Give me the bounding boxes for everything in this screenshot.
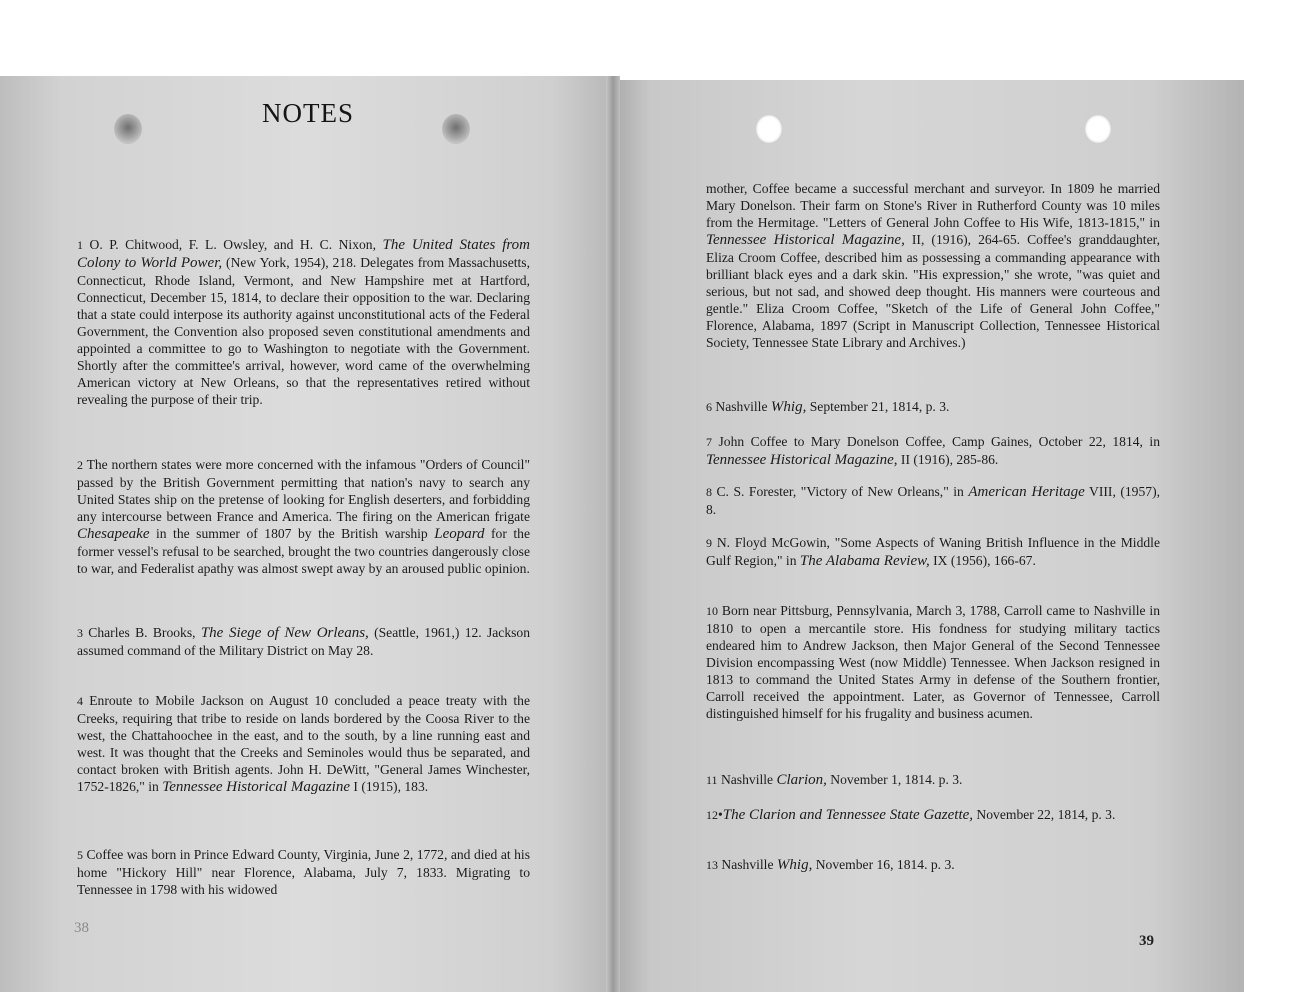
note-1: 1 O. P. Chitwood, F. L. Owsley, and H. C. Nixon, The United States from Colony to World Power, (New York, 1954), 218. Delegates from Massachusetts, Connecticut, Rhode Island, Vermont, and New Hampshire met at Hartford, Connecticut, December 15, 1814, to declare their opposition to the war. Declaring that a state could interpose its authority against unconstitutional acts of the Federal Government, the Convention also proposed seven constitutional amendments and appointed a committee to go to Washington to negotiate with the Government. Shortly after the committee's arrival, however, word came of the overwhelming American victory at New Orleans, so that the representatives retired without revealing the purpose of their trip. bbox=[77, 237, 530, 407]
note-2: 2 The northern states were more concerned with the infamous "Orders of Council" passed by the British Government permitting that nation's navy to search any United States ship on the pretense of looking for English deserters, and forbidding any intercourse between France and America. The firing on the American frigate Chesapeake in the summer of 1807 by the British warship Leopard for the former vessel's refusal to be searched, brought the two countries dangerously close to war, and Federalist apathy was almost swept away by an aroused public opinion. bbox=[77, 457, 530, 576]
note-13: 13 Nashville Whig, November 16, 1814. p. 3. bbox=[706, 857, 955, 873]
page-number-left: 38 bbox=[74, 920, 89, 936]
punch-hole-icon bbox=[442, 114, 470, 144]
note-3: 3 Charles B. Brooks, The Siege of New Orleans, (Seattle, 1961,) 12. Jackson assumed command of the Military District on May 28. bbox=[77, 625, 531, 658]
punch-hole-icon bbox=[1084, 114, 1112, 144]
book-gutter bbox=[606, 76, 620, 992]
note-11: 11 Nashville Clarion, November 1, 1814. p. 3. bbox=[706, 772, 963, 788]
punch-hole-icon bbox=[114, 114, 142, 144]
note-12: 12•The Clarion and Tennessee State Gazette, November 22, 1814, p. 3. bbox=[706, 807, 1116, 823]
page-title: NOTES bbox=[262, 98, 354, 128]
note-4: 4 Enroute to Mobile Jackson on August 10 concluded a peace treaty with the Creeks, requiring that tribe to reside on lands bordered by the Coosa River to the west, the Chattahoochee in the east, and to the south, by a line running east and west. It was thought that the Creeks and Seminoles would thus be separated, and contact broken with British agents. John H. DeWitt, "General James Winchester, 1752-1826," in Tennessee Historical Magazine I (1915), 183. bbox=[77, 693, 530, 795]
note-5-continued: mother, Coffee became a successful merchant and surveyor. In 1809 he married Mary Donelson. Their farm on Stone's River in Rutherford County was 10 miles from the Hermitage. "Letters of General John Coffee to His Wife, 1813-1815," in Tennessee Historical Magazine, II, (1916), 264-65. Coffee's granddaughter, Eliza Croom Coffee, described him as possessing a commanding appearance with brilliant black eyes and a dark skin. "His expression," she wrote, "was quiet and serious, but not sad, and showed deep thought. His manners were courteous and gentle." Eliza Croom Coffee, "Sketch of the Life of General John Coffee," Florence, Alabama, 1897 (Script in Manuscript Collection, Tennessee Historical Society, Tennessee State Library and Archives.) bbox=[706, 181, 1160, 350]
page-number-right: 39 bbox=[1139, 933, 1154, 949]
note-9: 9 N. Floyd McGowin, "Some Aspects of Waning British Influence in the Middle Gulf Region," in The Alabama Review, IX (1956), 166-67. bbox=[706, 535, 1160, 569]
note-7: 7 John Coffee to Mary Donelson Coffee, Camp Gaines, October 22, 1814, in Tennessee Historical Magazine, II (1916), 285-86. bbox=[706, 434, 1160, 468]
note-5: 5 Coffee was born in Prince Edward County, Virginia, June 2, 1772, and died at his home "Hickory Hill" near Florence, Alabama, July 7, 1833. Migrating to Tennessee in 1798 with his widowed bbox=[77, 847, 530, 897]
note-8: 8 C. S. Forester, "Victory of New Orleans," in American Heritage VIII, (1957), 8. bbox=[706, 484, 1160, 517]
punch-hole-icon bbox=[755, 114, 783, 144]
note-6: 6 Nashville Whig, September 21, 1814, p. 3. bbox=[706, 399, 950, 415]
note-10: 10 Born near Pittsburg, Pennsylvania, March 3, 1788, Carroll came to Nashville in 1810 to open a mercantile store. His fondness for studying military tactics endeared him to Andrew Jackson, then Major General of the Second Tennessee Division encompassing West (now Middle) Tennessee. When Jackson resigned in 1813 to command the United States Army in defense of the Southern frontier, Carroll received the appointment. Later, as Governor of Tennessee, Carroll distinguished himself for his frugality and business acumen. bbox=[706, 603, 1160, 721]
